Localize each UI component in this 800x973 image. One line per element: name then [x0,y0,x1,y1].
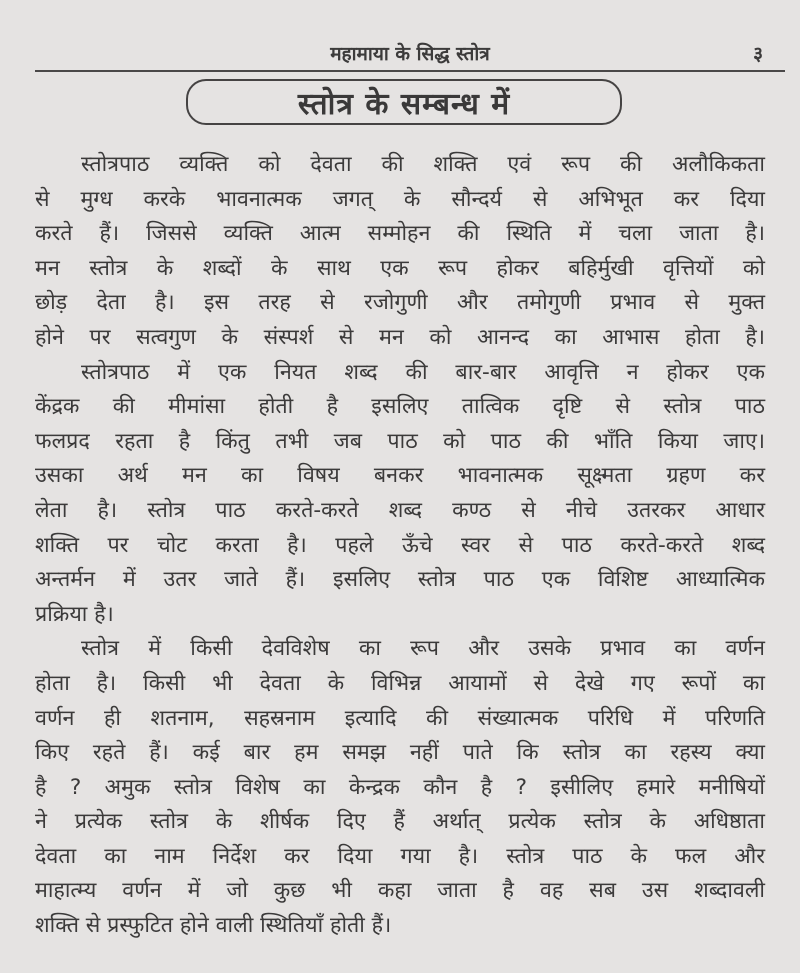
text-line: वर्णन ही शतनाम, सहस्रनाम इत्यादि की संख्यात्मक परिधि में परिणति [35,705,765,731]
text-line: किए रहते हैं। कई बार हम समझ नहीं पाते कि स्तोत्र का रहस्य क्या [35,740,765,766]
text-line: स्तोत्रपाठ व्यक्ति को देवता की शक्ति एवं रूप की अलौकिकता [81,152,765,177]
text-line: अन्तर्मन में उतर जाते हैं। इसलिए स्तोत्र पाठ एक विशिष्ट आध्यात्मिक [35,567,765,593]
text-line: शक्ति पर चोट करता है। पहले ऊँचे स्वर से पाठ करते-करते शब्द [35,532,765,558]
paragraph-1 [35,148,765,356]
text-line: ने प्रत्येक स्तोत्र के शीर्षक दिए हैं अर्थात् प्रत्येक स्तोत्र के अधिष्ठाता [35,809,765,835]
text-line: देवता का नाम निर्देश कर दिया गया है। स्तोत्र पाठ के फल और [35,843,765,869]
text-line: करते हैं। जिससे व्यक्ति आत्म सम्मोहन की स्थिति में चला जाता है। [35,221,765,247]
text-line: से मुग्ध करके भावनात्मक जगत् के सौन्दर्य से अभिभूत कर दिया [35,186,765,212]
text-line: उसका अर्थ मन का विषय बनकर भावनात्मक सूक्ष्मता ग्रहण कर [35,463,765,489]
text-line: फलप्रद रहता है किंतु तभी जब पाठ को पाठ की भाँति किया जाए। [35,428,765,454]
page-number: ३ [753,43,763,65]
text-line: है ? अमुक स्तोत्र विशेष का केन्द्रक कौन है ? इसीलिए हमारे मनीषियों [35,774,765,800]
text-line: छोड़ देता है। इस तरह से रजोगुणी और तमोगुणी प्रभाव से मुक्त [35,290,765,316]
running-header [35,38,785,72]
paragraph-3 [35,632,765,943]
chapter-title: स्तोत्र के सम्बन्ध में [297,86,511,122]
text-line: स्तोत्रपाठ में एक नियत शब्द की बार-बार आवृत्ति न होकर एक [81,359,765,385]
paragraph-2 [35,356,765,633]
text-line: लेता है। स्तोत्र पाठ करते-करते शब्द कण्ठ से नीचे उतरकर आधार [35,497,765,523]
text-line: प्रक्रिया है। [35,601,114,627]
body-text [35,148,765,944]
chapter-title-box [186,79,622,125]
text-line: स्तोत्र में किसी देवविशेष का रूप और उसके प्रभाव का वर्णन [81,636,765,662]
text-line: केंद्रक की मीमांसा होती है इसलिए तात्विक दृष्टि से स्तोत्र पाठ [35,394,765,420]
text-line: शक्ति से प्रस्फुटित होने वाली स्थितियाँ होती हैं। [35,913,392,939]
running-title: महामाया के सिद्ध स्तोत्र [330,43,490,65]
text-line: होने पर सत्वगुण के संस्पर्श से मन को आनन्द का आभास होता है। [35,324,765,350]
text-line: मन स्तोत्र के शब्दों के साथ एक रूप होकर बहिर्मुखी वृत्तियों को [35,255,765,281]
text-line: होता है। किसी भी देवता के विभिन्न आयामों से देखे गए रूपों का [35,670,765,696]
text-line: माहात्म्य वर्णन में जो कुछ भी कहा जाता है वह सब उस शब्दावली [35,878,765,904]
